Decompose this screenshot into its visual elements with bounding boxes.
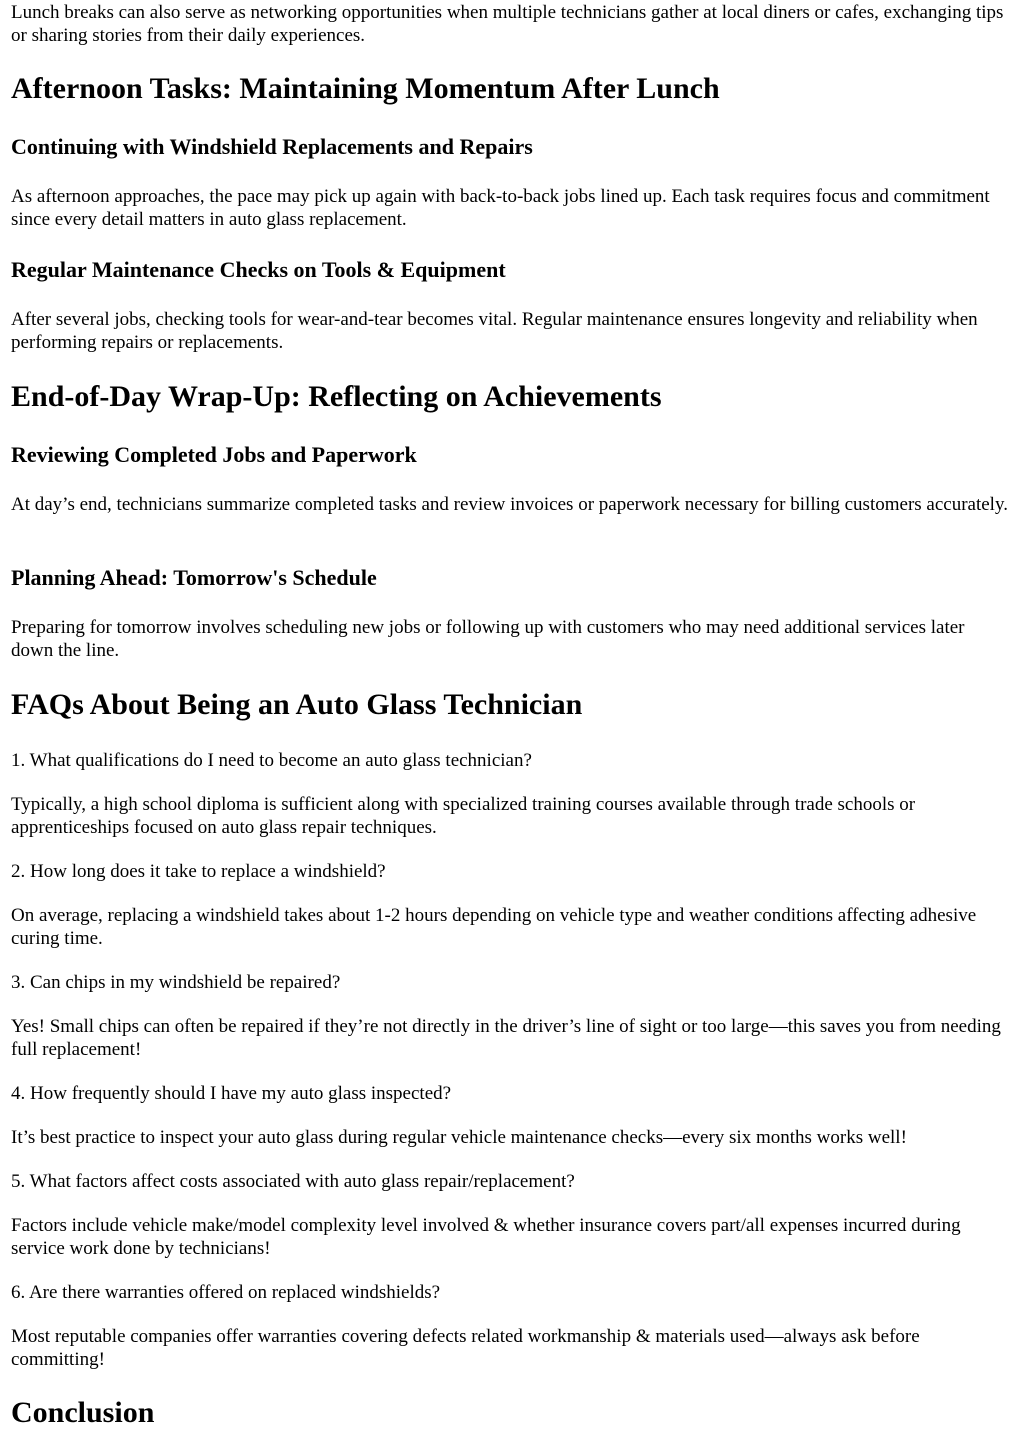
faq-answer: Factors include vehicle make/model complexity level involved & whether insurance covers part/all expenses incurred during service work done by technicians!	[11, 1215, 961, 1259]
faq-question: 3. Can chips in my windshield be repaired?	[11, 972, 341, 993]
faq-answer: Most reputable companies offer warranties covering defects related workmanship & materials used—always ask before committing!	[11, 1326, 920, 1370]
end-of-day-sub1-text: At day’s end, technicians summarize completed tasks and review invoices or paperwork necessary for billing customers accurately.	[11, 494, 1008, 515]
faq-question: 4. How frequently should I have my auto glass inspected?	[11, 1083, 452, 1104]
end-of-day-sub2-heading: Planning Ahead: Tomorrow's Schedule	[11, 565, 377, 590]
faq-answer: On average, replacing a windshield takes about 1-2 hours depending on vehicle type and weather conditions affecting adhesive curing time.	[11, 905, 977, 949]
intro-paragraph: Lunch breaks can also serve as networking opportunities when multiple technicians gather at local diners or cafes, exchanging tips or sharing stories from their daily experiences.	[11, 2, 1004, 46]
faq-answer: Typically, a high school diploma is sufficient along with specialized training courses available through trade schools or apprenticeships focused on auto glass repair techniques.	[11, 794, 916, 838]
afternoon-sub2-heading: Regular Maintenance Checks on Tools & Equipment	[11, 257, 506, 282]
faqs-heading: FAQs About Being an Auto Glass Technician	[11, 688, 583, 721]
end-of-day-heading: End-of-Day Wrap-Up: Reflecting on Achievements	[11, 380, 662, 413]
conclusion-heading: Conclusion	[11, 1396, 155, 1429]
faq-question: 2. How long does it take to replace a windshield?	[11, 861, 386, 882]
faq-question: 1. What qualifications do I need to become an auto glass technician?	[11, 750, 532, 771]
faq-answer: It’s best practice to inspect your auto glass during regular vehicle maintenance checks—every six months works well!	[11, 1127, 907, 1148]
end-of-day-sub2-text: Preparing for tomorrow involves scheduling new jobs or following up with customers who may need additional services later down the line.	[11, 617, 965, 661]
faq-question: 5. What factors affect costs associated with auto glass repair/replacement?	[11, 1171, 575, 1192]
afternoon-heading: Afternoon Tasks: Maintaining Momentum After Lunch	[11, 72, 720, 105]
faq-question: 6. Are there warranties offered on replaced windshields?	[11, 1282, 441, 1303]
afternoon-sub1-text: As afternoon approaches, the pace may pick up again with back-to-back jobs lined up. Each task requires focus and commitment since every detail matters in auto glass replacement.	[11, 186, 990, 230]
afternoon-sub1-heading: Continuing with Windshield Replacements and Repairs	[11, 134, 533, 159]
afternoon-sub2-text: After several jobs, checking tools for wear-and-tear becomes vital. Regular maintenance ensures longevity and reliability when performing repairs or replacements.	[11, 309, 978, 353]
faq-answer: Yes! Small chips can often be repaired if they’re not directly in the driver’s line of sight or too large—this saves you from needing full replacement!	[11, 1016, 1001, 1060]
end-of-day-sub1-heading: Reviewing Completed Jobs and Paperwork	[11, 442, 417, 467]
